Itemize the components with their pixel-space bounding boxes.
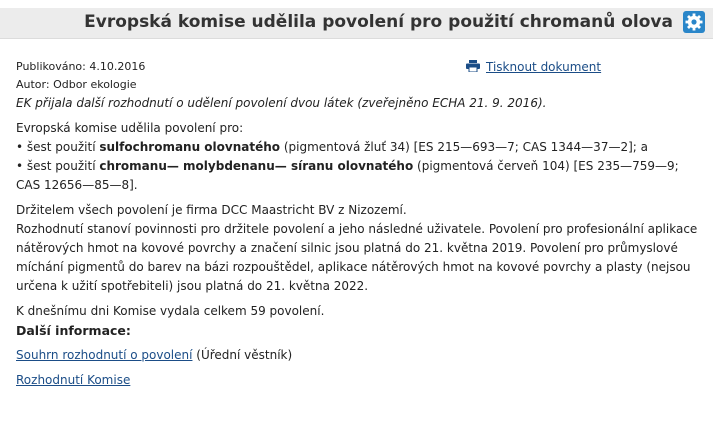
summary-link-suffix: (Úřední věstník) [192, 348, 293, 362]
list-item-2-prefix: • šest použití [16, 159, 100, 173]
printer-icon [466, 59, 480, 71]
meta-published-row [16, 58, 706, 76]
commission-decision-link[interactable]: Rozhodnutí Komise [16, 373, 131, 387]
meta-author-row [16, 76, 706, 94]
link-row-1 [16, 346, 706, 365]
list-item-2-substance: chromanu— molybdenanu— síranu olovnatého [99, 159, 414, 173]
published-date: Publikováno: 4.10.2016 [16, 60, 146, 73]
list-item-1-substance: sulfochromanu olovnatého [99, 140, 281, 154]
gear-icon[interactable] [683, 11, 705, 33]
list-item-2 [16, 157, 706, 195]
article-content [16, 58, 706, 390]
list-item-1-suffix: (pigmentová žluť 34) [ES 215—693—7; CAS 1344—37—2]; a [280, 140, 648, 154]
article-lead: EK přijala další rozhodnutí o udělení povolení dvou látek (zveřejněno ECHA 21. 9. 2016). [16, 96, 547, 110]
summary-link[interactable]: Souhrn rozhodnutí o povolení [16, 348, 193, 362]
author: Autor: Odbor ekologie [16, 78, 137, 91]
article-meta [16, 58, 706, 94]
page-title: Evropská komise udělila povolení pro použití chromanů olova [84, 12, 673, 32]
more-info-heading: Další informace: [16, 323, 131, 338]
title-bar [0, 8, 713, 39]
list-item-2-suffix: (pigmentová červeň 104) [ES 235—759—9; CAS 12656—85—8]. [16, 159, 679, 192]
intro-text: Evropská komise udělila povolení pro: [16, 121, 244, 135]
print-link[interactable]: Tisknout dokument [486, 60, 602, 74]
holder-text: Držitelem všech povolení je firma DCC Maastricht BV z Nizozemí. [16, 203, 407, 217]
link-row-2 [16, 371, 706, 390]
list-item-1 [16, 138, 706, 157]
list-item-1-prefix: • šest použití [16, 140, 100, 154]
print-button[interactable] [466, 58, 601, 76]
conditions-text: Rozhodnutí stanoví povinnosti pro držitele povolení a jeho následné uživatele. Povolení pro profesionální aplikace nátěrových hmot na kovové povrchy a značení silnic jsou platná do 21. května 2019. Povolení pro průmyslové míchání pigmentů do barev na bázi rozpouštědel, aplikace nátěrových hmot na kovové povrchy a plasty (nejsou určena k užití spotřebiteli) jsou platná do 21. května 2022. [16, 222, 698, 293]
count-text: K dnešnímu dni Komise vydala celkem 59 povolení. [16, 304, 325, 318]
